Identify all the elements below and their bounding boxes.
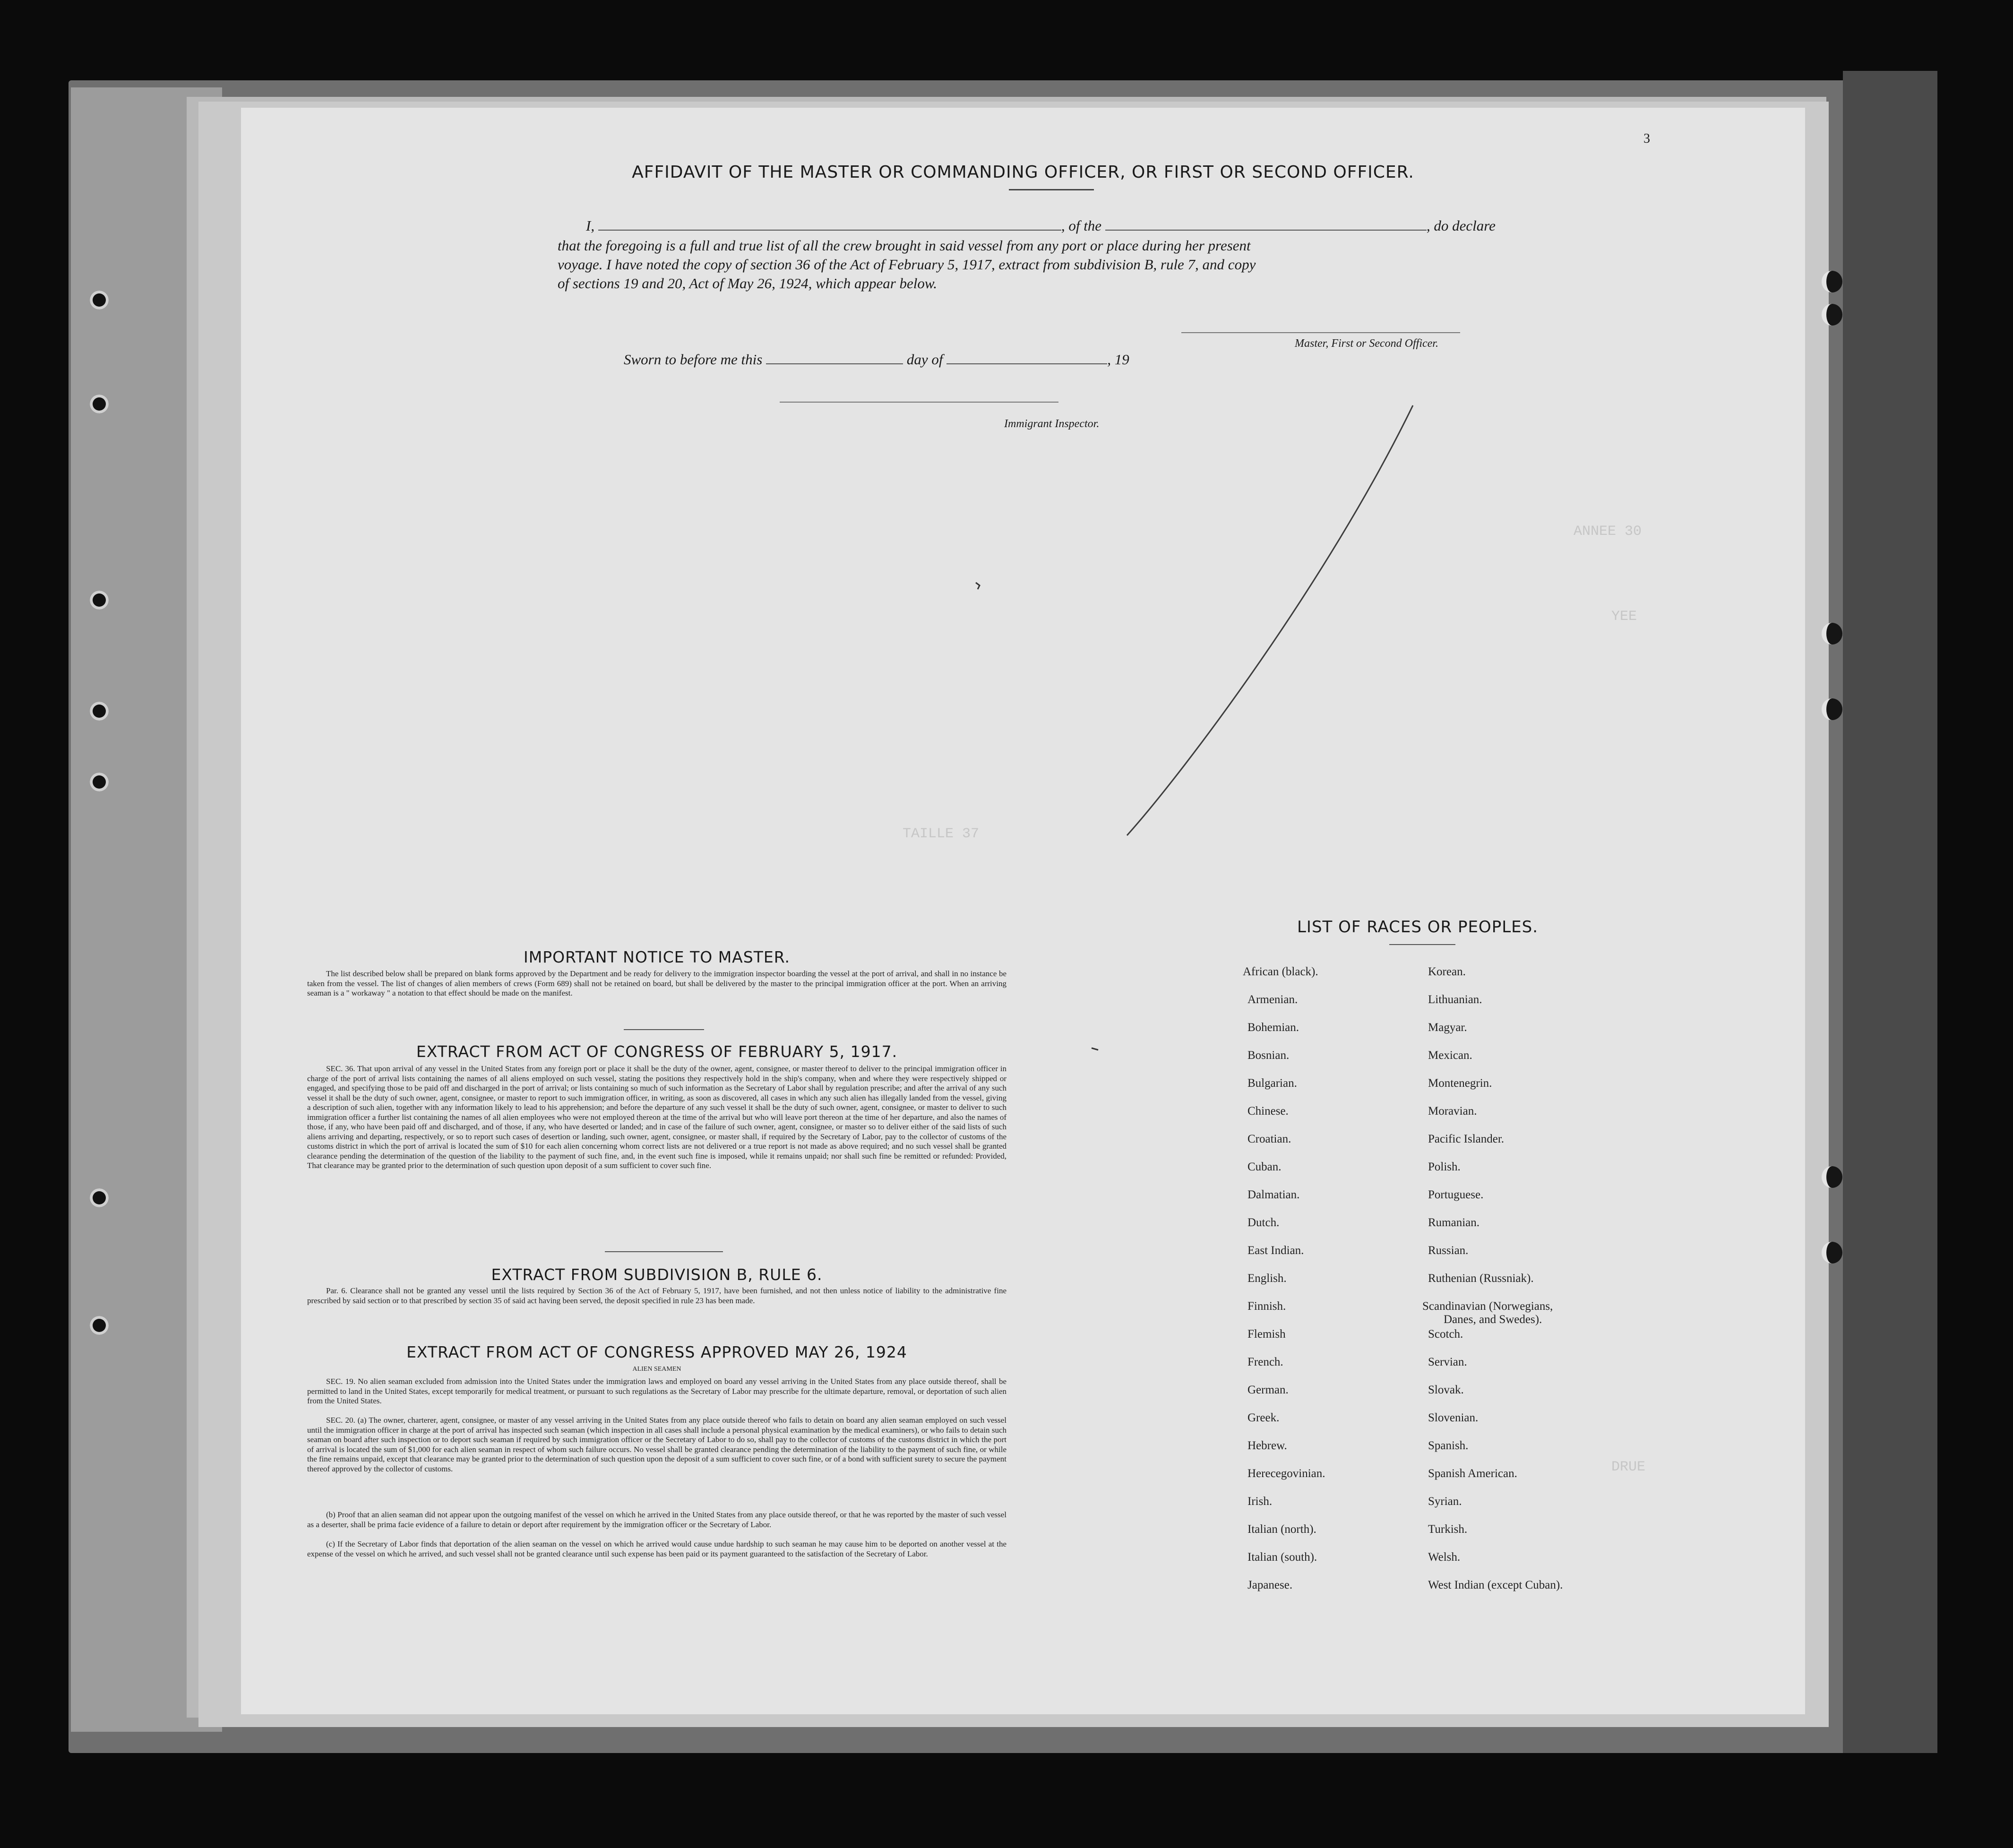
race-item: Japanese.: [1247, 1579, 1293, 1591]
race-item: Danes, and Swedes).: [1444, 1313, 1542, 1326]
page-stack-edge: [1843, 71, 1937, 1753]
master-signature-label: Master, First or Second Officer.: [1295, 337, 1438, 350]
punch-hole-icon: [1822, 623, 1842, 645]
race-item: Rumanian.: [1428, 1216, 1480, 1229]
binder-hole-icon: [90, 702, 109, 721]
race-item: Polish.: [1428, 1160, 1461, 1173]
bleed-through-text: ANNEE 30: [1574, 524, 1642, 540]
race-item: Dalmatian.: [1247, 1188, 1300, 1201]
race-item: German.: [1247, 1384, 1289, 1396]
inspector-signature-label: Immigrant Inspector.: [1004, 418, 1100, 430]
notice-heading: IMPORTANT NOTICE TO MASTER.: [524, 948, 790, 966]
extract-1917-text: SEC. 36. That upon arrival of any vessel in the United States from any foreign port or place it shall be the duty of the owner, agent, consignee, or master thereof to deliver to the principal immigration officer in charge of the port of arrival lists containing the names of all aliens employed on such vessel, stating the positions they respectively hold in the ship's company, when and where they were respectively shipped or engaged, and specifying those to be paid off and discharged in the port of arrival; or lists containing so much of such information as the Secretary of Labor shall by regulation prescribe; and after the arrival of any such vessel it shall be the duty of such owner, agent, consignee, or master to report to such immigration officer, in writing, as soon as discovered, all cases in which any such alien has illegally landed from the vessel, giving a description of such alien, together with any information likely to lead to his apprehension; and before the departure of any such vessel it shall be the duty of such owner, agent, consignee, or master to deliver to such immigration officer a further list containing the names of all alien employees who were not employed thereon at the time of the arrival but who will leave port thereon at the time of her departure, and also the names of those, if any, who have been paid off and discharged, and of those, if any, who have deserted or landed; and in case of the failure of such owner, agent, consignee, or master so to deliver either of the said lists of such aliens arriving and departing, respectively, or so to report such cases of desertion or landing, such owner, agent, consignee, or master shall, if required by the Secretary of Labor, pay to the collector of customs of the customs district in which the port of arrival is located the sum of $10 for each alien concerning whom correct lists are not delivered or a true report is not made as above required; and no such vessel shall be granted clearance pending the determination of the question of the liability to the payment of such fine, and, in the event such fine is imposed, while it remains unpaid; nor shall such fine be remitted or refunded: Provided, That clearance may be granted prior to the determination of such question upon deposit of a sum sufficient to cover such fine.: [307, 1064, 1006, 1170]
affidavit-declaration-line: I, , of the , do declare: [586, 217, 1496, 234]
section-divider: [605, 1251, 723, 1252]
race-item: French.: [1247, 1356, 1283, 1368]
race-item: Russian.: [1428, 1244, 1469, 1257]
race-item: Ruthenian (Russniak).: [1428, 1272, 1534, 1285]
races-heading: LIST OF RACES OR PEOPLES.: [1297, 918, 1539, 937]
bleed-through-text: DRUE: [1611, 1459, 1646, 1475]
extract-1924-heading: EXTRACT FROM ACT OF CONGRESS APPROVED MAY 26, 1924: [406, 1343, 907, 1361]
affidavit-text-line: that the foregoing is a full and true list of all the crew brought in said vessel from any port or place during her present: [558, 237, 1251, 254]
binder-hole-icon: [90, 591, 109, 610]
binder-hole-icon: [90, 395, 109, 413]
section-divider: [1389, 944, 1455, 945]
sec19-text: SEC. 19. No alien seaman excluded from admission into the United States under the immigration laws and employed on board any vessel arriving in the United States from any place outside thereof, shall be permitted to land in the United States, except temporarily for medical treatment, or pursuant to such regulations as the Secretary of Labor may prescribe for the ultimate departure, removal, or deportation of such alien from the United States.: [307, 1377, 1006, 1405]
race-item: African (black).: [1243, 965, 1318, 978]
race-item: Herecegovinian.: [1247, 1467, 1325, 1480]
race-item: Bohemian.: [1247, 1021, 1299, 1034]
race-item: Scandinavian (Norwegians,: [1422, 1300, 1553, 1313]
rule6-text: Par. 6. Clearance shall not be granted any vessel until the lists required by Section 36 of the Act of February 5, 1917, have been furnished, and not then unless notice of liability to the administrative fine prescribed by said section or to that prescribed by section 35 of said act having been served, the deposit specified in rule 23 has been made.: [307, 1286, 1006, 1305]
race-item: Finnish.: [1247, 1300, 1286, 1313]
race-item: Italian (north).: [1247, 1523, 1316, 1536]
binder-hole-icon: [90, 773, 109, 791]
race-item: Bulgarian.: [1247, 1077, 1297, 1090]
binder-hole-icon: [90, 1188, 109, 1207]
sworn-line: Sworn to before me this day of , 19: [624, 351, 1129, 368]
punch-hole-icon: [1822, 1242, 1842, 1264]
sec20c-text: (c) If the Secretary of Labor finds that deportation of the alien seaman on the vessel on which he arrived would cause undue hardship to such seaman he may cause him to be deported on another vessel at the expense of the vessel on which he arrived, and such vessel shall not be granted clearance until such expense has been paid or its payment guaranteed to the satisfaction of the Secretary of Labor.: [307, 1539, 1006, 1558]
race-item: Spanish American.: [1428, 1467, 1517, 1480]
race-item: Moravian.: [1428, 1105, 1477, 1117]
race-item: Armenian.: [1247, 993, 1298, 1006]
race-item: Slovenian.: [1428, 1411, 1479, 1424]
race-item: Servian.: [1428, 1356, 1467, 1368]
affidavit-text-line: of sections 19 and 20, Act of May 26, 1924, which appear below.: [558, 275, 938, 292]
race-item: Pacific Islander.: [1428, 1133, 1505, 1145]
bleed-through-text: TAILLE 37: [903, 826, 980, 842]
sec20b-text: (b) Proof that an alien seaman did not appear upon the outgoing manifest of the vessel on which he arrived in the United States from any place outside thereof, or that he was reported by the master of such vessel as a deserter, shall be prima facie evidence of a failure to detain or deport after requirement by the immigration officer or the Secretary of Labor.: [307, 1510, 1006, 1529]
race-item: Irish.: [1247, 1495, 1273, 1508]
page-number: 3: [1643, 131, 1650, 146]
race-item: Welsh.: [1428, 1551, 1461, 1564]
punch-hole-icon: [1822, 698, 1842, 720]
race-item: Italian (south).: [1247, 1551, 1317, 1564]
race-item: Mexican.: [1428, 1049, 1472, 1062]
rule6-heading: EXTRACT FROM SUBDIVISION B, RULE 6.: [491, 1265, 823, 1284]
race-item: Dutch.: [1247, 1216, 1280, 1229]
race-item: Hebrew.: [1247, 1439, 1287, 1452]
affidavit-text-line: voyage. I have noted the copy of section 36 of the Act of February 5, 1917, extract from subdivision B, rule 7, and copy: [558, 256, 1256, 273]
alien-seamen-subtitle: ALIEN SEAMEN: [632, 1366, 681, 1373]
race-item: Bosnian.: [1247, 1049, 1290, 1062]
race-item: Croatian.: [1247, 1133, 1291, 1145]
race-item: East Indian.: [1247, 1244, 1304, 1257]
race-item: Syrian.: [1428, 1495, 1462, 1508]
race-item: Flemish: [1247, 1328, 1286, 1341]
race-item: Greek.: [1247, 1411, 1280, 1424]
sec20a-text: SEC. 20. (a) The owner, charterer, agent, consignee, or master of any vessel arriving in the United States from any place outside thereof who fails to detain on board any alien seaman employed on such vessel until the immigration officer in charge at the port of arrival has inspected such seaman (which inspection in all cases shall include a personal physical examination by the medical examiners), or who fails to detain such seaman on board after such inspection or to deport such seaman if required by such immigration officer or the Secretary of Labor to do so, shall pay to the collector of customs of the customs district in which the port of arrival is located the sum of $1,000 for each alien seaman in respect of whom such failure occurs. No vessel shall be granted clearance pending the determination of the liability to the payment of such fine, or while the fine remains unpaid, except that clearance may be granted prior to the determination of such question upon the deposit of a sum sufficient to cover such fine, or of a bond with sufficient surety to secure the payment thereof approved by the collector of customs.: [307, 1416, 1006, 1473]
race-item: Slovak.: [1428, 1384, 1464, 1396]
race-item: Cuban.: [1247, 1160, 1282, 1173]
punch-hole-icon: [1822, 271, 1842, 292]
binder-hole-icon: [90, 291, 109, 309]
race-item: Turkish.: [1428, 1523, 1468, 1536]
race-item: Lithuanian.: [1428, 993, 1482, 1006]
bleed-through-text: YEE: [1611, 609, 1637, 625]
race-item: Chinese.: [1247, 1105, 1289, 1117]
affidavit-title: AFFIDAVIT OF THE MASTER OR COMMANDING OFFICER, OR FIRST OR SECOND OFFICER.: [632, 163, 1414, 182]
punch-hole-icon: [1822, 304, 1842, 326]
punch-hole-icon: [1822, 1166, 1842, 1188]
section-divider: [624, 1029, 704, 1030]
affidavit-page: [241, 108, 1805, 1714]
race-item: Scotch.: [1428, 1328, 1463, 1341]
race-item: English.: [1247, 1272, 1287, 1285]
race-item: West Indian (except Cuban).: [1428, 1579, 1563, 1591]
extract-1917-heading: EXTRACT FROM ACT OF CONGRESS OF FEBRUARY 5, 1917.: [416, 1042, 898, 1061]
race-item: Magyar.: [1428, 1021, 1467, 1034]
race-item: Portuguese.: [1428, 1188, 1484, 1201]
binder-hole-icon: [90, 1316, 109, 1335]
race-item: Montenegrin.: [1428, 1077, 1492, 1090]
notice-text: The list described below shall be prepared on blank forms approved by the Department and be ready for delivery to the immigration inspector boarding the vessel at the port of arrival, and shall in no instance be taken from the vessel. The list of changes of alien members of crews (Form 689) shall not be retained on board, but shall be delivered by the master to the principal immigration officer at the port. When an arriving seaman is a " workaway " a notation to that effect should be made on the manifest.: [307, 969, 1006, 997]
race-item: Spanish.: [1428, 1439, 1469, 1452]
race-item: Korean.: [1428, 965, 1466, 978]
